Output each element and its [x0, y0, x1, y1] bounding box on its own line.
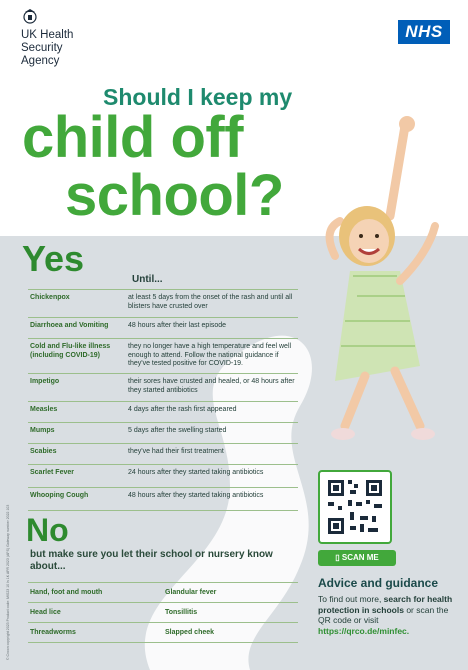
title-line-2: child off: [22, 105, 244, 170]
table-row: [28, 443, 298, 464]
condition-name: Measles: [30, 406, 58, 413]
condition-right: Slapped cheek: [165, 629, 215, 636]
condition-name: Whooping Cough: [30, 492, 89, 499]
title-line-1: Should I keep my: [103, 84, 293, 110]
condition-name: Cold and Flu-like illness (including COVID-19): [30, 343, 111, 359]
until-subheading: Until...: [132, 274, 163, 285]
condition-name: Mumps: [30, 427, 55, 434]
yes-heading: Yes: [22, 238, 85, 279]
table-row: [28, 464, 298, 487]
no-heading: No: [26, 512, 69, 548]
table-row: [28, 289, 298, 317]
table-row: [28, 317, 298, 338]
no-subheading: but make sure you let their school or nursery know about...: [30, 549, 273, 572]
table-row: [28, 487, 298, 511]
table-row: [28, 422, 298, 443]
advice-text-mid: or scan the QR code or visit: [318, 604, 449, 625]
print-reference: © Crown copyright 2023 Product code: MIS23 10 Is 1K APR 2023 (APS) Gateway number 2022 103: [6, 504, 10, 660]
condition-right: Glandular fever: [165, 589, 217, 596]
ukhsa-logo-text: [21, 29, 73, 68]
condition-left: Threadworms: [30, 629, 76, 636]
condition-left: Head lice: [30, 609, 61, 616]
advice-text: [318, 594, 458, 636]
table-row: [28, 373, 298, 401]
condition-until: their sores have crusted and healed, or 48 hours after they started antibiotics: [128, 378, 295, 394]
condition-until: 48 hours after they started taking antibiotics: [128, 492, 264, 499]
org-line-2: Security: [21, 42, 63, 54]
qr-code-icon: [320, 472, 390, 542]
condition-right: Tonsillitis: [165, 609, 198, 616]
advice-text-pre: To find out more,: [318, 594, 384, 604]
condition-name: Impetigo: [30, 378, 60, 385]
royal-crest-icon: [21, 9, 39, 25]
table-row: [28, 622, 298, 643]
phone-icon: ▯: [335, 553, 342, 562]
no-conditions-table: [28, 582, 298, 643]
title-line-3: school?: [65, 163, 284, 228]
table-row: [28, 338, 298, 373]
condition-until: they've had their first treatment: [128, 448, 224, 455]
condition-until: at least 5 days from the onset of the rash and until all blisters have crusted over: [128, 294, 293, 310]
advice-text-bold: search for health protection in schools: [318, 594, 453, 615]
condition-name: Scarlet Fever: [30, 469, 74, 476]
yes-conditions-table: [28, 289, 298, 511]
advice-link[interactable]: https://qrco.de/minfec.: [318, 625, 410, 636]
qr-code[interactable]: [318, 470, 392, 544]
condition-name: Diarrhoea and Vomiting: [30, 322, 109, 329]
nhs-logo: NHS: [398, 20, 450, 44]
table-row: [28, 602, 298, 622]
condition-name: Chickenpox: [30, 294, 70, 301]
advice-heading: Advice and guidance: [318, 576, 439, 590]
condition-until: 48 hours after their last episode: [128, 322, 227, 329]
scan-me-label: SCAN ME: [341, 553, 379, 562]
table-row: [28, 582, 298, 602]
condition-left: Hand, foot and mouth: [30, 589, 103, 596]
org-line-3: Agency: [21, 55, 60, 67]
condition-until: 4 days after the rash first appeared: [128, 406, 237, 413]
condition-until: 24 hours after they started taking antibiotics: [128, 469, 264, 476]
table-row: [28, 401, 298, 422]
condition-until: they no longer have a high temperature and feel well enough to attend. Follow the national guidance if they've tested positive for COVID-19.: [128, 343, 292, 367]
scan-me-button[interactable]: [318, 550, 396, 566]
condition-until: 5 days after the swelling started: [128, 427, 227, 434]
condition-name: Scabies: [30, 448, 57, 455]
girl-photo: [305, 106, 468, 456]
org-line-1: UK Health: [21, 29, 74, 41]
